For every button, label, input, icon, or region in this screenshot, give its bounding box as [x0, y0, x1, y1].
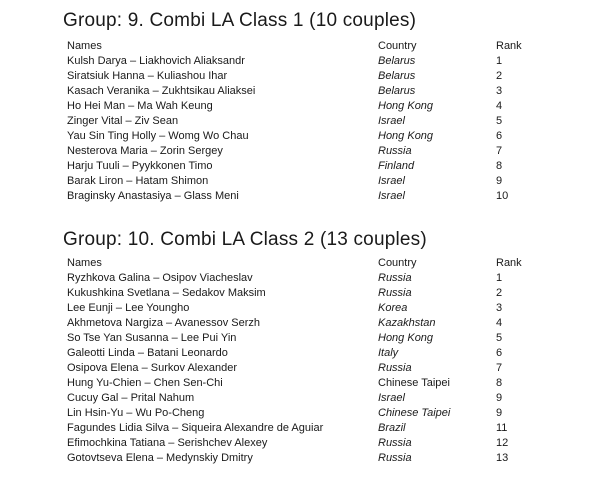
- row-names: Kukushkina Svetlana – Sedakov Maksim: [67, 287, 266, 299]
- row-country: Hong Kong: [378, 100, 434, 112]
- table-row: [0, 407, 600, 422]
- table-row: [0, 377, 600, 392]
- row-names: Kasach Veranika – Zukhtsikau Aliaksei: [67, 85, 256, 97]
- row-country: Hong Kong: [378, 332, 434, 344]
- row-names: Barak Liron – Hatam Shimon: [67, 175, 209, 187]
- row-country: Hong Kong: [378, 130, 434, 142]
- table-row: [0, 287, 600, 302]
- row-rank: 10: [496, 190, 509, 202]
- row-names: Braginsky Anastasiya – Glass Meni: [67, 190, 239, 202]
- table-row: [0, 190, 600, 205]
- row-names: Cucuy Gal – Prital Nahum: [67, 392, 195, 404]
- row-rank: 6: [496, 130, 503, 142]
- row-rank: 7: [496, 362, 503, 374]
- row-names: Ho Hei Man – Ma Wah Keung: [67, 100, 213, 112]
- table-header: [0, 40, 600, 55]
- row-rank: 1: [496, 55, 503, 67]
- row-rank: 9: [496, 175, 503, 187]
- row-rank: 2: [496, 70, 503, 82]
- row-rank: 4: [496, 317, 503, 329]
- row-country: Russia: [378, 452, 412, 464]
- row-names: Siratsiuk Hanna – Kuliashou Ihar: [67, 70, 228, 82]
- row-country: Israel: [378, 190, 405, 202]
- table-row: [0, 160, 600, 175]
- row-country: Russia: [378, 362, 412, 374]
- row-rank: 4: [496, 100, 503, 112]
- row-rank: 12: [496, 437, 509, 449]
- row-country: Russia: [378, 272, 412, 284]
- header-country: Country: [378, 40, 417, 52]
- row-country: Chinese Taipei: [378, 407, 451, 419]
- row-country: Russia: [378, 287, 412, 299]
- table-row: [0, 392, 600, 407]
- row-rank: 8: [496, 377, 503, 389]
- row-rank: 1: [496, 272, 503, 284]
- row-country: Belarus: [378, 55, 416, 67]
- row-rank: 3: [496, 85, 503, 97]
- header-rank: Rank: [496, 257, 522, 269]
- row-names: Fagundes Lidia Silva – Siqueira Alexandre de Aguiar: [67, 422, 324, 434]
- row-country: Finland: [378, 160, 415, 172]
- row-country: Italy: [378, 347, 399, 359]
- row-country: Kazakhstan: [378, 317, 436, 329]
- row-names: Gotovtseva Elena – Medynskiy Dmitry: [67, 452, 253, 464]
- table-row: [0, 437, 600, 452]
- header-names: Names: [67, 40, 102, 52]
- row-names: Osipova Elena – Surkov Alexander: [67, 362, 237, 374]
- row-names: Hung Yu-Chien – Chen Sen-Chi: [67, 377, 223, 389]
- row-country: Brazil: [378, 422, 406, 434]
- row-rank: 6: [496, 347, 503, 359]
- row-rank: 3: [496, 302, 503, 314]
- row-rank: 9: [496, 407, 503, 419]
- table-row: [0, 317, 600, 332]
- table-row: [0, 145, 600, 160]
- group-title: Group: 9. Combi LA Class 1 (10 couples): [63, 10, 417, 31]
- row-rank: 5: [496, 115, 503, 127]
- table-row: [0, 70, 600, 85]
- header-rank: Rank: [496, 40, 522, 52]
- group-title: Group: 10. Combi LA Class 2 (13 couples): [63, 229, 427, 250]
- row-rank: 13: [496, 452, 509, 464]
- table-row: [0, 85, 600, 100]
- table-header: [0, 257, 600, 272]
- row-country: Belarus: [378, 85, 416, 97]
- row-names: Nesterova Maria – Zorin Sergey: [67, 145, 223, 157]
- table-row: [0, 332, 600, 347]
- row-country: Israel: [378, 392, 405, 404]
- row-names: Ryzhkova Galina – Osipov Viacheslav: [67, 272, 253, 284]
- table-row: [0, 175, 600, 190]
- table-row: [0, 422, 600, 437]
- row-rank: 11: [496, 422, 508, 434]
- row-names: Yau Sin Ting Holly – Womg Wo Chau: [67, 130, 249, 142]
- row-country: Russia: [378, 145, 412, 157]
- row-country: Chinese Taipei: [378, 377, 450, 389]
- table-row: [0, 100, 600, 115]
- row-rank: 2: [496, 287, 503, 299]
- table-row: [0, 347, 600, 362]
- row-country: Russia: [378, 437, 412, 449]
- header-country: Country: [378, 257, 417, 269]
- table-row: [0, 115, 600, 130]
- row-country: Israel: [378, 115, 405, 127]
- row-names: Lee Eunji – Lee Youngho: [67, 302, 190, 314]
- table-row: [0, 55, 600, 70]
- row-names: Efimochkina Tatiana – Serishchev Alexey: [67, 437, 268, 449]
- table-row: [0, 302, 600, 317]
- row-names: Kulsh Darya – Liakhovich Aliaksandr: [67, 55, 245, 67]
- row-rank: 5: [496, 332, 503, 344]
- row-names: So Tse Yan Susanna – Lee Pui Yin: [67, 332, 237, 344]
- row-names: Harju Tuuli – Pyykkonen Timo: [67, 160, 213, 172]
- table-row: [0, 452, 600, 467]
- row-names: Galeotti Linda – Batani Leonardo: [67, 347, 228, 359]
- row-country: Belarus: [378, 70, 416, 82]
- row-names: Akhmetova Nargiza – Avanessov Serzh: [67, 317, 261, 329]
- table-row: [0, 130, 600, 145]
- table-row: [0, 272, 600, 287]
- header-names: Names: [67, 257, 102, 269]
- row-rank: 9: [496, 392, 503, 404]
- row-names: Zinger Vital – Ziv Sean: [67, 115, 179, 127]
- table-row: [0, 362, 600, 377]
- row-country: Korea: [378, 302, 408, 314]
- row-names: Lin Hsin-Yu – Wu Po-Cheng: [67, 407, 205, 419]
- row-country: Israel: [378, 175, 405, 187]
- row-rank: 8: [496, 160, 503, 172]
- row-rank: 7: [496, 145, 503, 157]
